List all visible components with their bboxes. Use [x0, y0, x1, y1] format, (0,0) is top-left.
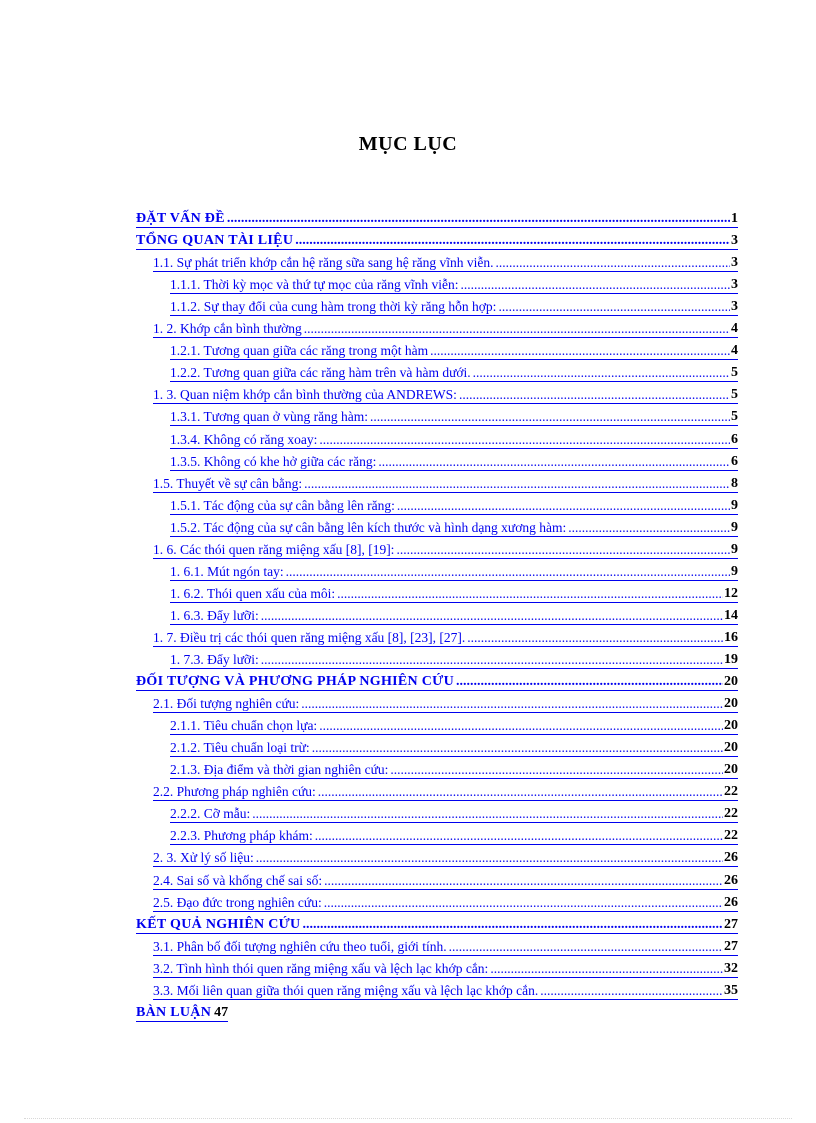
toc-dot-leader	[490, 961, 723, 977]
toc-entry[interactable]	[153, 539, 738, 559]
toc-dot-leader	[495, 255, 730, 271]
toc-page-number: 9	[731, 498, 738, 513]
toc-entry[interactable]	[153, 318, 738, 338]
toc-entry[interactable]	[153, 847, 738, 867]
toc-page-number: 19	[724, 652, 738, 667]
toc-title: MỤC LỤC	[358, 133, 458, 155]
toc-dot-leader	[261, 652, 723, 668]
toc-page-number: 26	[724, 895, 738, 910]
toc-dot-leader	[315, 828, 723, 844]
toc-page-number: 32	[724, 961, 738, 976]
toc-entry-title: 1. 2. Khớp cắn bình thường	[153, 321, 302, 336]
toc-page-number: 20	[724, 696, 738, 711]
toc-entry[interactable]	[136, 671, 738, 691]
toc-page-number: 5	[731, 409, 738, 424]
toc-dot-leader	[324, 873, 723, 889]
toc-page-number: 8	[731, 476, 738, 491]
toc-page-number: 20	[724, 718, 738, 733]
toc-entry-title: 3.2. Tình hình thói quen răng miệng xấu và lệch lạc khớp cắn:	[153, 961, 489, 976]
toc-page-number: 6	[731, 432, 738, 447]
toc-entry-title: 1.3.1. Tương quan ở vùng răng hàm:	[170, 409, 368, 424]
toc-entry-title: 1. 7. Điều trị các thói quen răng miệng xấu [8], [23], [27].	[153, 630, 466, 645]
toc-dot-leader	[319, 432, 730, 448]
toc-entry-title: 1.5.1. Tác động của sự cân bằng lên răng:	[170, 498, 395, 513]
toc-entry[interactable]	[170, 340, 738, 360]
toc-entry[interactable]	[170, 583, 738, 603]
toc-page-number: 20	[724, 762, 738, 777]
toc-page-number: 5	[731, 365, 738, 380]
toc-entry[interactable]	[170, 825, 738, 845]
toc-page-number: 6	[731, 454, 738, 469]
toc-entry-title: 1.3.4. Không có răng xoay:	[170, 432, 318, 447]
toc-dot-leader	[286, 564, 730, 580]
toc-dot-leader	[318, 784, 723, 800]
toc-entry-title: 2.1.1. Tiêu chuẩn chọn lựa:	[170, 718, 318, 733]
toc-page-number: 26	[724, 873, 738, 888]
toc-page-number: 27	[724, 939, 738, 954]
toc-entry-title: 1.2.2. Tương quan giữa các răng hàm trên và hàm dưới.	[170, 365, 471, 380]
toc-dot-leader	[378, 454, 730, 470]
toc-page-number: 22	[724, 828, 738, 843]
toc-dot-leader	[295, 233, 730, 249]
toc-dot-leader	[227, 211, 730, 227]
toc-entry-title: 1.3.5. Không có khe hở giữa các răng:	[170, 454, 377, 469]
toc-entry-title: 1.1. Sự phát triển khớp cắn hệ răng sữa sang hệ răng vĩnh viễn.	[153, 255, 494, 270]
toc-entry[interactable]	[170, 803, 738, 823]
toc-entry[interactable]	[136, 230, 738, 250]
toc-page-number: 5	[731, 387, 738, 402]
toc-dot-leader	[324, 895, 723, 911]
toc-entry[interactable]	[153, 781, 738, 801]
toc-entry[interactable]	[136, 914, 738, 934]
toc-page-number: 9	[731, 520, 738, 535]
toc-entry-title: 1. 7.3. Đẩy lưỡi:	[170, 652, 259, 667]
toc-entry-title: 1. 6.2. Thói quen xấu của môi:	[170, 586, 336, 601]
toc-entry[interactable]	[170, 649, 738, 669]
toc-entry[interactable]	[153, 252, 738, 272]
toc-page-number: 9	[731, 564, 738, 579]
toc-entry[interactable]	[153, 892, 738, 912]
toc-page-number: 3	[731, 233, 738, 248]
toc-entry-title: 2.1.2. Tiêu chuẩn loại trừ:	[170, 740, 310, 755]
toc-entry[interactable]	[170, 495, 738, 515]
toc-entry[interactable]	[170, 406, 738, 426]
toc-entry[interactable]	[136, 208, 738, 228]
toc-entry-title: 1. 6. Các thói quen răng miệng xấu [8], [19]:	[153, 542, 395, 557]
toc-entry-title: 1. 3. Quan niệm khớp cắn bình thường của ANDREWS:	[153, 387, 457, 402]
toc-entry[interactable]	[170, 274, 738, 294]
toc-entry-title: 3.1. Phân bố đối tượng nghiên cứu theo tuổi, giới tính.	[153, 939, 447, 954]
toc-entry[interactable]	[170, 517, 738, 537]
toc-page-number: 14	[724, 608, 738, 623]
toc-entry-title: 2.4. Sai số và khống chế sai số:	[153, 873, 323, 888]
toc-entry[interactable]	[153, 473, 738, 493]
toc-page-number: 27	[724, 917, 738, 932]
toc-entry[interactable]	[170, 759, 738, 779]
toc-page-number: 3	[731, 255, 738, 270]
toc-dot-leader	[396, 542, 730, 558]
toc-entry[interactable]	[136, 1002, 228, 1022]
toc-dot-leader	[304, 321, 730, 337]
toc-page-number: 3	[731, 277, 738, 292]
toc-entry-title: 2.2.2. Cỡ mẫu:	[170, 806, 251, 821]
toc-entry[interactable]	[170, 737, 738, 757]
toc-dot-leader	[261, 608, 723, 624]
toc-entry-title: 2.2. Phương pháp nghiên cứu:	[153, 784, 316, 799]
toc-entry-title: 1. 6.1. Mút ngón tay:	[170, 564, 284, 579]
toc-dot-leader	[449, 939, 723, 955]
toc-entry-title: 1. 6.3. Đẩy lưỡi:	[170, 608, 259, 623]
toc-page-number: 35	[724, 983, 738, 998]
toc-page-number: 4	[731, 343, 738, 358]
toc-dot-leader	[456, 674, 723, 690]
toc-entry-title: KẾT QUẢ NGHIÊN CỨU	[136, 917, 301, 932]
toc-entry[interactable]	[170, 429, 738, 449]
toc-entry[interactable]	[153, 627, 738, 647]
toc-entry-title: 2.1. Đối tượng nghiên cứu:	[153, 696, 300, 711]
toc-entry[interactable]	[153, 693, 738, 713]
toc-entry-title: BÀN LUẬN	[136, 1005, 212, 1020]
toc-dot-leader	[304, 476, 730, 492]
toc-entry[interactable]	[153, 980, 738, 1000]
toc-entry-title: 2.5. Đạo đức trong nghiên cứu:	[153, 895, 322, 910]
toc-page-number: 9	[731, 542, 738, 557]
toc-dot-leader	[568, 520, 730, 536]
toc-page-number: 22	[724, 806, 738, 821]
toc-entry-title: 1.1.2. Sự thay đổi của cung hàm trong thời kỳ răng hỗn hợp:	[170, 299, 497, 314]
toc-dot-leader	[498, 299, 730, 315]
toc-page-number: 16	[724, 630, 738, 645]
toc-dot-leader	[467, 630, 723, 646]
toc-page-number: 12	[724, 586, 738, 601]
toc-entry-title: 2.2.3. Phương pháp khám:	[170, 828, 313, 843]
toc-dot-leader	[302, 917, 723, 933]
toc-entry[interactable]	[153, 870, 738, 890]
toc-page-number: 26	[724, 850, 738, 865]
toc-dot-leader	[337, 586, 723, 602]
toc-entry[interactable]	[170, 296, 738, 316]
toc-entry-title: ĐỐI TƯỢNG VÀ PHƯƠNG PHÁP NGHIÊN CỨU	[136, 674, 454, 689]
toc-entry-title: 1.1.1. Thời kỳ mọc và thứ tự mọc của răng vĩnh viễn:	[170, 277, 459, 292]
toc-entry[interactable]	[170, 362, 738, 382]
toc-entry[interactable]	[170, 715, 738, 735]
toc-dot-leader	[397, 498, 730, 514]
toc-dot-leader	[256, 850, 723, 866]
toc-entry-title: 1.2.1. Tương quan giữa các răng trong một hàm	[170, 343, 429, 358]
toc-dot-leader	[312, 740, 723, 756]
toc-entry[interactable]	[170, 605, 738, 625]
toc-entry[interactable]	[153, 958, 738, 978]
toc-dot-leader	[459, 387, 730, 403]
toc-dot-leader	[319, 718, 723, 734]
toc-page-number: 1	[731, 211, 738, 226]
toc-dot-leader	[370, 409, 730, 425]
toc-dot-leader	[430, 343, 730, 359]
toc-entry-title: 2. 3. Xử lý số liệu:	[153, 850, 254, 865]
toc-page-number: 20	[724, 674, 738, 689]
toc-entry-title: 1.5.2. Tác động của sự cân bằng lên kích thước và hình dạng xương hàm:	[170, 520, 567, 535]
toc-page-number: 22	[724, 784, 738, 799]
toc-dot-leader	[540, 983, 723, 999]
toc-page-number: 47	[214, 1005, 229, 1020]
toc-entry[interactable]	[170, 451, 738, 471]
toc-page-number: 4	[731, 321, 738, 336]
toc-entry[interactable]	[153, 936, 738, 956]
toc-page-number: 20	[724, 740, 738, 755]
toc-entry-title: ĐẶT VẤN ĐỀ	[136, 211, 225, 226]
toc-dot-leader	[252, 806, 723, 822]
toc-entry-title: 1.5. Thuyết về sự cân bằng:	[153, 476, 303, 491]
toc-dot-leader	[460, 277, 730, 293]
toc-entry-title: 3.3. Mối liên quan giữa thói quen răng miệng xấu và lệch lạc khớp cắn.	[153, 983, 539, 998]
toc-entry-title: 2.1.3. Địa điểm và thời gian nghiên cứu:	[170, 762, 389, 777]
toc-entry-title: TỔNG QUAN TÀI LIỆU	[136, 233, 294, 248]
toc-entry[interactable]	[153, 384, 738, 404]
page-bottom-divider	[24, 1118, 792, 1119]
toc-dot-leader	[390, 762, 723, 778]
toc-dot-leader	[473, 365, 730, 381]
toc-entry[interactable]	[170, 561, 738, 581]
toc-dot-leader	[301, 696, 723, 712]
toc-page-number: 3	[731, 299, 738, 314]
